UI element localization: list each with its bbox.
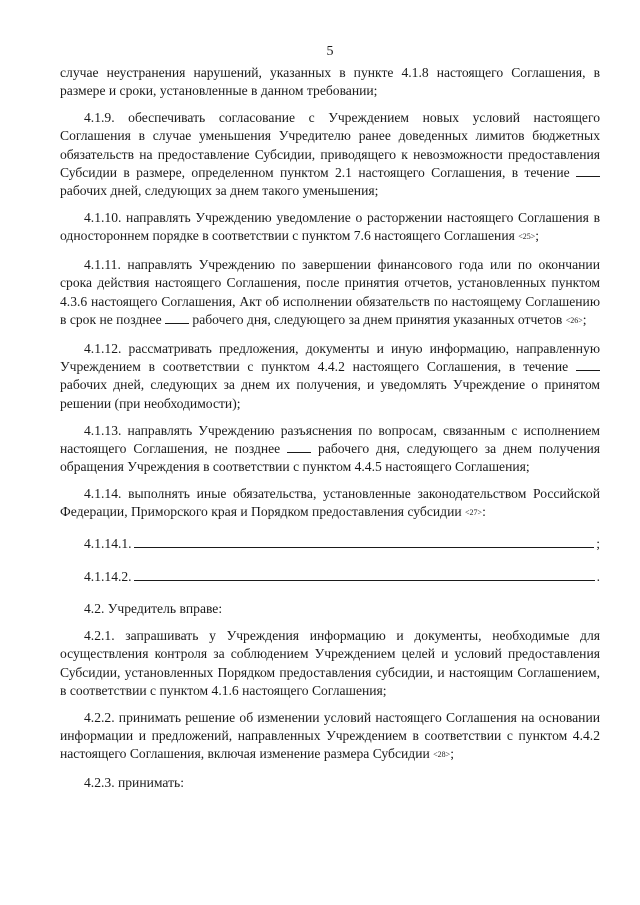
clause-4-1-11: 4.1.11. направлять Учреждению по завершении финансового года или по окончании срока действия настоящего Соглашения, после принятия отчетов, установленных пунктом 4.3.6 настоящего Соглашения, Акт об исполнении обязательств по настоящему Соглашению в срок не позднее рабочего дня, следующего за днем принятия указанных отчетов <26>; <box>60 257 600 328</box>
footnote-marker: <25> <box>518 232 536 242</box>
blank-days-field <box>165 313 189 324</box>
page-number: 5 <box>326 44 334 59</box>
document-body <box>60 64 600 801</box>
clause-4-1-14-2: 4.1.14.2. . <box>84 568 600 584</box>
clause-4-2-2: 4.2.2. принимать решение об изменении условий настоящего Соглашения на основании информации и предложений, направленных Учреждением в соответствии с пунктом 4.4.2 настоящего Соглашения, включая изменение размера Субсидии <28>; <box>60 709 600 762</box>
footnote-marker: <26> <box>565 316 583 326</box>
blank-days-field <box>576 166 600 177</box>
paragraph-continuation: случае неустранения нарушений, указанных в пункте 4.1.8 настоящего Соглашения, в размере и сроки, установленные в данном требовании; <box>60 65 600 99</box>
footnote-marker: <27> <box>465 508 483 518</box>
footnote-marker: <28> <box>433 750 451 760</box>
clause-4-2-1: 4.2.1. запрашивать у Учреждения информацию и документы, необходимые для осуществления контроля за соблюдением Учреждением целей и условий предоставления Субсидии, установленных Порядком предоставления субсидии, и настоящим Соглашением, в соответствии с пунктом 4.1.6 настоящего Соглашения; <box>60 627 600 698</box>
clause-4-2: 4.2. Учредитель вправе: <box>84 601 223 617</box>
clause-4-2-3: 4.2.3. принимать: <box>84 775 184 790</box>
clause-4-1-13: 4.1.13. направлять Учреждению разъяснения по вопросам, связанным с исполнением настоящего Соглашения, не позднее рабочего дня, следующего за днем получения обращения Учреждения в соответствии с пунктом 4.4.5 настоящего Соглашения; <box>60 422 600 475</box>
clause-4-1-10: 4.1.10. направлять Учреждению уведомление о расторжении настоящего Соглашения в одностороннем порядке в соответствии с пунктом 7.6 настоящего Соглашения <25>; <box>60 210 600 244</box>
clause-4-1-14: 4.1.14. выполнять иные обязательства, установленные законодательством Российской Федерации, Приморского края и Порядком предоставления субсидии <27>: <box>60 485 600 520</box>
blank-fill-line <box>134 534 595 548</box>
clause-4-1-14-1: 4.1.14.1. ; <box>84 535 600 551</box>
blank-days-field <box>576 360 600 371</box>
blank-fill-line <box>134 567 595 581</box>
clause-4-1-9: 4.1.9. обеспечивать согласование с Учреждением новых условий настоящего Соглашения в случае уменьшения Учредителю ранее доведенных лимитов бюджетных обязательств на предоставление Субсидии, приводящего к невозможности предоставления Субсидии в размере, определенном пунктом 2.1 настоящего Соглашения, в течение рабочих дней, следующих за днем такого уменьшения; <box>60 110 600 199</box>
clause-4-1-12: 4.1.12. рассматривать предложения, документы и иную информацию, направленную Учреждением в соответствии с пунктом 4.4.2 настоящего Соглашения, в течение рабочих дней, следующих за днем их получения, и уведомлять Учреждение о принятом решении (при необходимости); <box>60 340 600 411</box>
blank-days-field <box>287 442 311 453</box>
